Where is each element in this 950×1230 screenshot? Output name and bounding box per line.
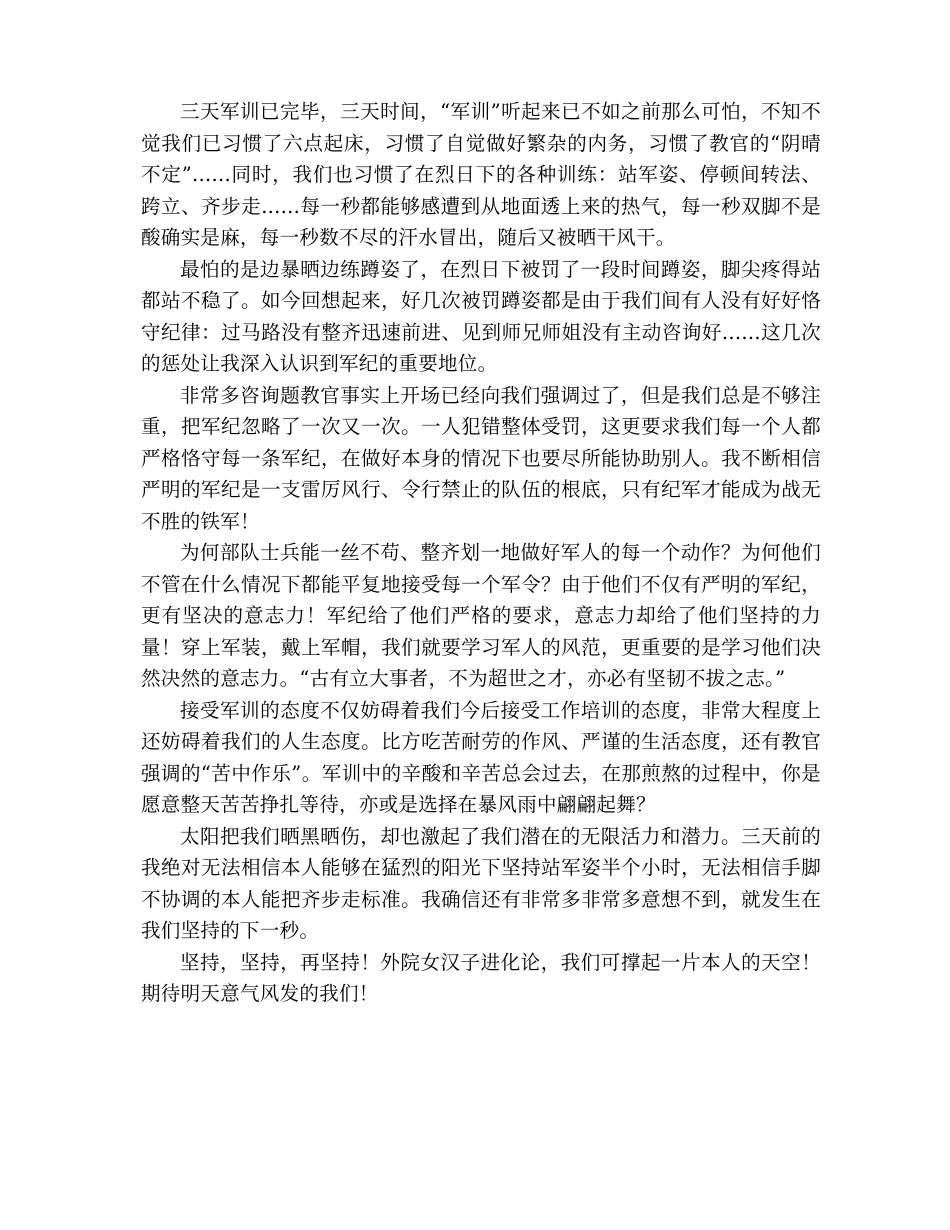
paragraph-5: 接受军训的态度不仅妨碍着我们今后接受工作培训的态度，非常大程度上还妨碍着我们的人生态度。比方吃苦耐劳的作风、严谨的生活态度，还有教官强调的“苦中作乐”。军训中的辛酸和辛苦总会过去，在那煎熬的过程中，你是愿意整天苦苦挣扎等待，亦或是选择在暴风雨中翩翩起舞？	[141, 698, 821, 816]
paragraph-6: 太阳把我们晒黑晒伤，却也激起了我们潜在的无限活力和潜力。三天前的我绝对无法相信本人能够在猛烈的阳光下坚持站军姿半个小时，无法相信手脚不协调的本人能把齐步走标准。我确信还有非常多非常多意想不到，就发生在我们坚持的下一秒。	[141, 824, 821, 942]
document-body	[141, 96, 821, 1010]
paragraph-2: 最怕的是边暴晒边练蹲姿了，在烈日下被罚了一段时间蹲姿，脚尖疼得站都站不稳了。如今回想起来，好几次被罚蹲姿都是由于我们间有人没有好好恪守纪律：过马路没有整齐迅速前进、见到师兄师姐没有主动咨询好......这几次的惩处让我深入认识到军纪的重要地位。	[141, 257, 821, 375]
paragraph-1: 三天军训已完毕，三天时间，“军训”听起来已不如之前那么可怕，不知不觉我们已习惯了六点起床，习惯了自觉做好繁杂的内务，习惯了教官的“阴晴不定”......同时，我们也习惯了在烈日下的各种训练：站军姿、停顿间转法、跨立、齐步走......每一秒都能够感遭到从地面透上来的热气，每一秒双脚不是酸确实是麻，每一秒数不尽的汗水冒出，随后又被晒干风干。	[141, 100, 821, 249]
paragraph-7: 坚持，坚持，再坚持！外院女汉子进化论，我们可撑起一片本人的天空！期待明天意气风发的我们！	[141, 950, 821, 1005]
paragraph-4: 为何部队士兵能一丝不苟、整齐划一地做好军人的每一个动作？为何他们不管在什么情况下都能平复地接受每一个军令？由于他们不仅有严明的军纪，更有坚决的意志力！军纪给了他们严格的要求，意志力却给了他们坚持的力量！穿上军装，戴上军帽，我们就要学习军人的风范，更重要的是学习他们决然决然的意志力。“古有立大事者，不为超世之才，亦必有坚韧不拔之志。”	[141, 541, 821, 690]
paragraph-3: 非常多咨询题教官事实上开场已经向我们强调过了，但是我们总是不够注重，把军纪忽略了一次又一次。一人犯错整体受罚，这更要求我们每一个人都严格恪守每一条军纪，在做好本身的情况下也要尽所能协助别人。我不断相信严明的军纪是一支雷厉风行、令行禁止的队伍的根底，只有纪军才能成为战无不胜的铁军！	[141, 383, 821, 533]
